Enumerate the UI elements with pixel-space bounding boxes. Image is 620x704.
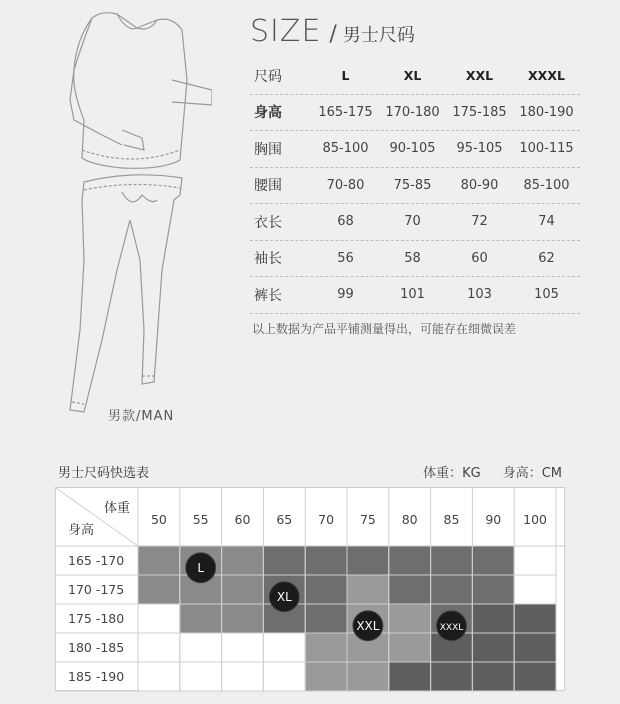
corner-height-label: 身高 bbox=[68, 523, 95, 538]
grid-cell bbox=[138, 633, 180, 662]
grid-cell bbox=[305, 633, 347, 662]
row-value: 75-85 bbox=[393, 177, 432, 193]
grid-cell bbox=[347, 662, 389, 691]
row-value: 105 bbox=[534, 287, 559, 303]
row-value: 90-105 bbox=[389, 141, 436, 157]
grid-cell bbox=[263, 662, 305, 691]
grid-cell bbox=[138, 546, 180, 575]
grid-cell bbox=[472, 546, 514, 575]
size-selector-grid bbox=[55, 487, 565, 691]
row-value: 68 bbox=[337, 214, 354, 230]
grid-cell bbox=[472, 575, 514, 604]
row-value: 101 bbox=[400, 287, 425, 303]
row-value: 180-190 bbox=[519, 104, 574, 120]
weight-header: 65 bbox=[276, 512, 293, 527]
height-header: 165 -170 bbox=[68, 553, 125, 568]
size-table-row bbox=[250, 131, 580, 168]
grid-cell bbox=[514, 546, 556, 575]
grid-cell bbox=[305, 546, 347, 575]
grid-cell bbox=[389, 633, 431, 662]
weight-header: 50 bbox=[150, 512, 167, 527]
grid-cell bbox=[180, 604, 222, 633]
grid-cell bbox=[180, 633, 222, 662]
grid-cell bbox=[431, 575, 473, 604]
size-col-header: L bbox=[341, 68, 350, 84]
weight-header: 55 bbox=[192, 512, 209, 527]
weight-header: 75 bbox=[359, 512, 376, 527]
row-label: 胸围 bbox=[254, 141, 282, 158]
size-badge-label: XL bbox=[276, 589, 292, 604]
grid-cell bbox=[389, 546, 431, 575]
weight-header: 85 bbox=[443, 512, 460, 527]
grid-cell bbox=[305, 604, 347, 633]
grid-cell bbox=[472, 633, 514, 662]
grid-cell bbox=[514, 662, 556, 691]
size-table-row bbox=[250, 241, 580, 278]
row-label: 衣长 bbox=[254, 214, 282, 231]
grid-cell bbox=[305, 662, 347, 691]
size-col-header: XL bbox=[403, 68, 422, 84]
row-value: 165-175 bbox=[318, 104, 373, 120]
selector-units bbox=[423, 462, 562, 481]
grid-cell bbox=[222, 604, 264, 633]
row-label: 身高 bbox=[254, 105, 282, 122]
selector-title: 男士尺码快选表 bbox=[58, 466, 150, 481]
grid-cell bbox=[472, 604, 514, 633]
title-sub: 男士尺码 bbox=[342, 25, 415, 46]
row-value: 85-100 bbox=[322, 141, 369, 157]
row-value: 72 bbox=[471, 214, 488, 230]
size-col-header: XXL bbox=[465, 68, 494, 84]
garment-illustration bbox=[62, 10, 212, 420]
grid-cell bbox=[514, 633, 556, 662]
row-label: 裤长 bbox=[254, 287, 282, 304]
grid-cell bbox=[514, 575, 556, 604]
size-badge-label: XXL bbox=[356, 618, 380, 633]
grid-cell bbox=[431, 546, 473, 575]
height-header: 185 -190 bbox=[68, 669, 125, 684]
height-header: 180 -185 bbox=[68, 640, 125, 655]
row-value: 70-80 bbox=[326, 177, 365, 193]
grid-cell bbox=[222, 575, 264, 604]
grid-cell bbox=[305, 575, 347, 604]
weight-unit: 体重：KG bbox=[423, 466, 481, 481]
row-value: 95-105 bbox=[456, 141, 503, 157]
size-badge-label: L bbox=[197, 560, 205, 575]
row-value: 80-90 bbox=[460, 177, 499, 193]
row-value: 100-115 bbox=[519, 141, 574, 157]
header-label: 尺码 bbox=[254, 68, 282, 85]
grid-cell bbox=[222, 662, 264, 691]
grid-cell bbox=[389, 604, 431, 633]
grid-cell bbox=[222, 546, 264, 575]
weight-header: 90 bbox=[485, 512, 502, 527]
measurement-note: 以上数据为产品平铺测量得出，可能存在细微误差 bbox=[252, 322, 517, 336]
title-main: SIZE bbox=[250, 14, 322, 49]
selector-grid-svg bbox=[56, 488, 566, 692]
weight-header: 100 bbox=[523, 512, 548, 527]
size-table-row bbox=[250, 277, 580, 314]
height-unit: 身高：CM bbox=[502, 466, 562, 481]
grid-cell bbox=[263, 546, 305, 575]
grid-cell bbox=[138, 604, 180, 633]
grid-cell bbox=[180, 662, 222, 691]
height-header: 170 -175 bbox=[68, 582, 125, 597]
weight-header: 80 bbox=[401, 512, 418, 527]
size-table-row bbox=[250, 168, 580, 205]
grid-cell bbox=[347, 575, 389, 604]
row-value: 170-180 bbox=[385, 104, 440, 120]
size-col-header: XXXL bbox=[528, 68, 565, 84]
row-value: 70 bbox=[404, 214, 421, 230]
row-value: 99 bbox=[337, 287, 354, 303]
size-table bbox=[250, 58, 580, 314]
row-value: 60 bbox=[471, 250, 488, 266]
row-label: 袖长 bbox=[254, 251, 282, 268]
weight-header: 70 bbox=[318, 512, 335, 527]
corner-weight-label: 体重 bbox=[104, 501, 131, 516]
weight-header: 60 bbox=[234, 512, 251, 527]
title-slash: / bbox=[329, 22, 337, 47]
row-label: 腰围 bbox=[254, 178, 282, 195]
grid-cell bbox=[347, 546, 389, 575]
size-table-row bbox=[250, 95, 580, 132]
row-value: 74 bbox=[538, 214, 555, 230]
row-value: 85-100 bbox=[523, 177, 570, 193]
size-badge-label: XXXL bbox=[439, 622, 464, 633]
grid-cell bbox=[389, 575, 431, 604]
row-value: 175-185 bbox=[452, 104, 507, 120]
row-value: 56 bbox=[337, 250, 354, 266]
grid-cell bbox=[222, 633, 264, 662]
row-value: 62 bbox=[538, 250, 555, 266]
grid-cell bbox=[431, 662, 473, 691]
grid-cell bbox=[514, 604, 556, 633]
row-value: 58 bbox=[404, 250, 421, 266]
grid-cell bbox=[389, 662, 431, 691]
grid-cell bbox=[138, 575, 180, 604]
grid-cell bbox=[263, 633, 305, 662]
page-title bbox=[250, 14, 415, 50]
height-header: 175 -180 bbox=[68, 611, 125, 626]
size-table-row bbox=[250, 204, 580, 241]
figure-label: 男款/MAN bbox=[108, 409, 175, 424]
size-table-header bbox=[250, 58, 580, 95]
grid-cell bbox=[138, 662, 180, 691]
grid-cell bbox=[472, 662, 514, 691]
row-value: 103 bbox=[467, 287, 492, 303]
